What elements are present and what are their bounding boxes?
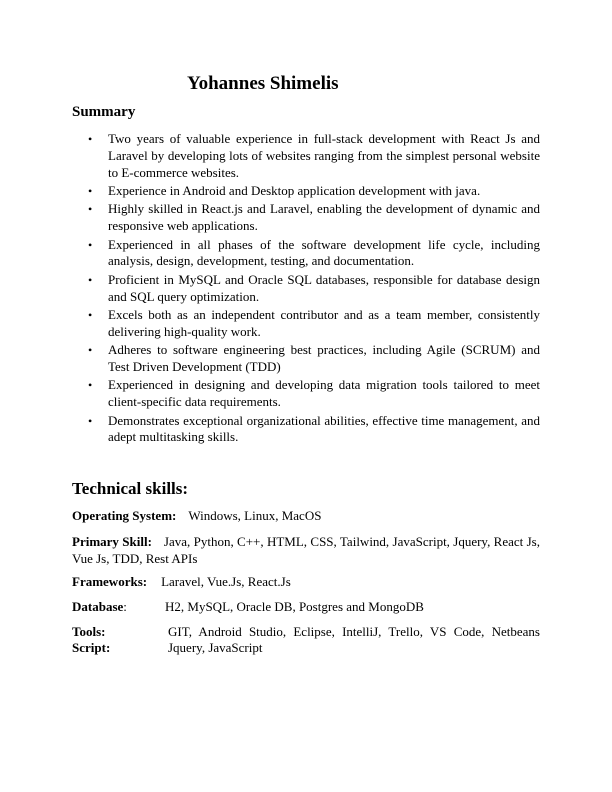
summary-item: • Experienced in all phases of the software development life cycle, including analysis, design, development, testing, and documentation. xyxy=(88,237,540,271)
skill-primary xyxy=(72,534,540,568)
summary-item: • Demonstrates exceptional organizational abilities, effective time management, and adept multitasking skills. xyxy=(88,413,540,447)
summary-item: • Experience in Android and Desktop application development with java. xyxy=(88,183,540,200)
summary-item: • Adheres to software engineering best practices, including Agile (SCRUM) and Test Driven Development (TDD) xyxy=(88,342,540,376)
candidate-name: Yohannes Shimelis xyxy=(187,73,339,94)
skill-operating-system xyxy=(72,508,540,525)
summary-heading: Summary xyxy=(72,104,136,120)
technical-skills-heading: Technical skills: xyxy=(72,479,189,498)
skill-value: Windows, Linux, MacOS xyxy=(188,508,322,523)
skill-label: Script: xyxy=(72,640,111,655)
skill-label: Primary Skill: xyxy=(72,534,152,549)
summary-list xyxy=(88,131,540,448)
skill-label: Database: xyxy=(72,599,127,614)
skill-script xyxy=(72,640,540,657)
skill-value: H2, MySQL, Oracle DB, Postgres and MongoDB xyxy=(165,599,424,614)
summary-item: • Proficient in MySQL and Oracle SQL databases, responsible for database design and SQL query optimization. xyxy=(88,272,540,306)
skill-value: GIT, Android Studio, Eclipse, IntelliJ, Trello, VS Code, Netbeans xyxy=(168,624,540,639)
skill-label: Operating System: xyxy=(72,508,177,523)
summary-item: • Two years of valuable experience in full-stack development with React Js and Laravel by developing lots of websites ranging from the simplest personal website to E-commerce websites. xyxy=(88,131,540,181)
skill-value: Java, Python, C++, HTML, CSS, Tailwind, JavaScript, Jquery, React Js, Vue Js, TDD, Rest APIs xyxy=(72,534,540,566)
summary-item: • Highly skilled in React.js and Laravel, enabling the development of dynamic and responsive web applications. xyxy=(88,201,540,235)
skill-value: Jquery, JavaScript xyxy=(168,640,263,655)
skill-label: Frameworks: xyxy=(72,574,148,589)
summary-item: • Excels both as an independent contributor and as a team member, consistently delivering high-quality work. xyxy=(88,307,540,341)
skill-label: Tools: xyxy=(72,624,106,639)
skill-value: Laravel, Vue.Js, React.Js xyxy=(161,574,291,589)
skill-frameworks xyxy=(72,574,540,591)
summary-item: • Experienced in designing and developing data migration tools tailored to meet client-specific data requirements. xyxy=(88,377,540,411)
skill-tools xyxy=(72,624,540,641)
skill-database xyxy=(72,599,540,616)
